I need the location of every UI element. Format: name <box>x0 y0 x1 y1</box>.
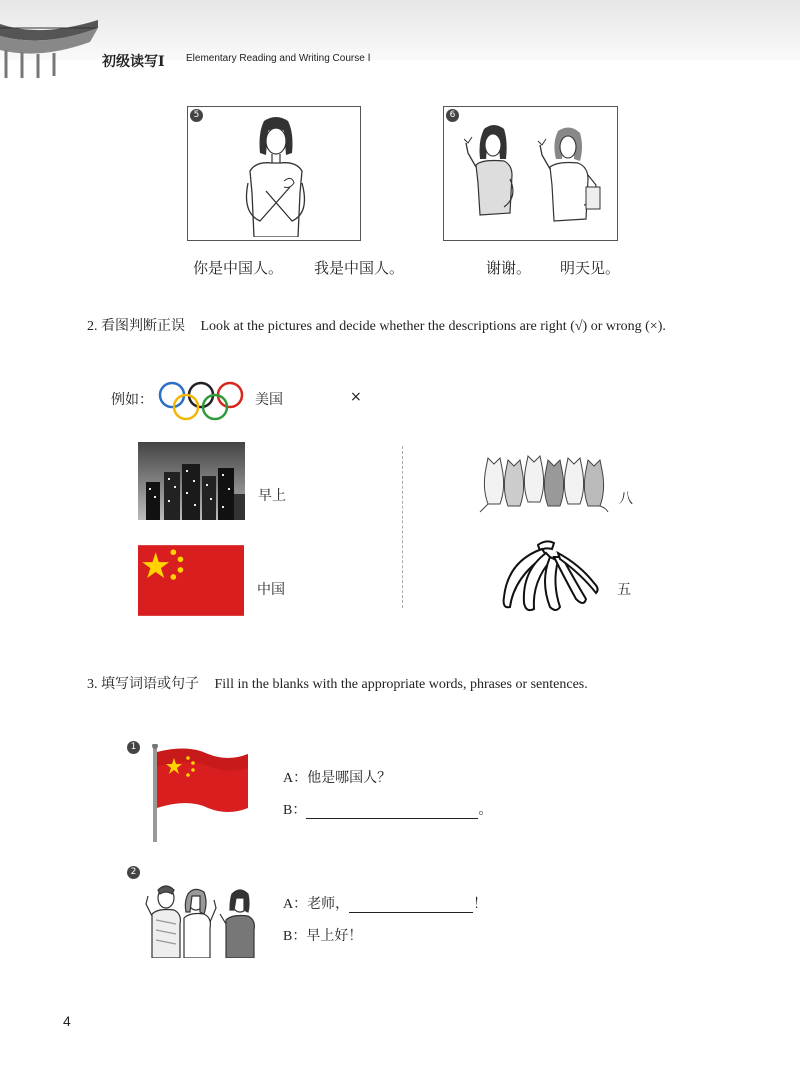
line-a-text: 老师， <box>307 896 350 912</box>
section-title-en: Fill in the blanks with the appropriate words, phrases or sentences. <box>214 677 588 692</box>
speaker-b-label: B： <box>283 929 307 944</box>
caption-see-you-tomorrow: 明天见。 <box>560 259 621 277</box>
item-word-eight: 八 <box>619 491 633 507</box>
night-city-icon <box>138 442 245 520</box>
section-title-zh: 看图判断正误 <box>101 318 185 334</box>
answer-blank[interactable] <box>349 898 473 913</box>
section-title-en: Look at the pictures and decide whether the descriptions are right (√) or wrong (×). <box>200 319 666 334</box>
section-3-title <box>87 673 588 693</box>
answer-blank[interactable] <box>306 804 478 819</box>
book-title: 初级读写Ⅰ <box>102 54 165 70</box>
section-title-zh: 填写词语或句子 <box>101 676 199 692</box>
caption-i-am-chinese: 我是中国人。 <box>314 259 405 277</box>
item-number-badge: 2 <box>127 866 140 879</box>
picture-6-frame <box>443 106 618 241</box>
speaker-b-label: B： <box>283 803 307 818</box>
three-people-greeting-icon <box>144 884 258 958</box>
picture-number-badge: 5 <box>190 109 203 122</box>
section-number: 2. <box>87 319 98 334</box>
dialog-1-line-a <box>283 767 391 787</box>
china-flag-icon <box>138 545 244 616</box>
cats-icon <box>478 448 610 514</box>
pagoda-roof-icon <box>0 14 110 78</box>
page-number: 4 <box>63 1013 71 1029</box>
picture-5-frame <box>187 106 361 241</box>
dialog-2-line-b <box>283 925 362 945</box>
item-word-five: 五 <box>617 582 631 598</box>
section-2-title <box>87 315 666 335</box>
example-mark: × <box>350 389 362 405</box>
caption-thank-you: 谢谢。 <box>486 259 532 277</box>
section-number: 3. <box>87 677 98 692</box>
item-word-china: 中国 <box>257 582 285 598</box>
book-title-english: Elementary Reading and Writing Course Ⅰ <box>186 53 371 64</box>
example-word: 美国 <box>255 392 283 408</box>
line-b-text: 早上好！ <box>306 928 363 944</box>
item-word-morning: 早上 <box>258 488 286 504</box>
two-women-waving-icon <box>464 123 604 235</box>
column-divider <box>402 446 403 608</box>
speaker-a-label: A： <box>283 897 308 912</box>
line-b-end: 。 <box>478 803 493 818</box>
caption-you-are-chinese: 你是中国人。 <box>193 259 284 277</box>
speaker-a-label: A： <box>283 771 308 786</box>
example-label: 例如： <box>111 392 153 408</box>
woman-hand-on-chest-icon <box>236 113 316 237</box>
line-a-end: ！ <box>473 897 488 912</box>
picture-number-badge: 6 <box>446 109 459 122</box>
dialog-2-line-a <box>283 893 487 913</box>
bananas-icon <box>498 537 600 613</box>
china-flag-on-pole-icon <box>148 744 254 842</box>
dialog-1-line-b <box>283 799 492 819</box>
olympic-rings-icon <box>157 380 245 422</box>
line-a-text: 他是哪国人？ <box>307 770 392 786</box>
item-number-badge: 1 <box>127 741 140 754</box>
